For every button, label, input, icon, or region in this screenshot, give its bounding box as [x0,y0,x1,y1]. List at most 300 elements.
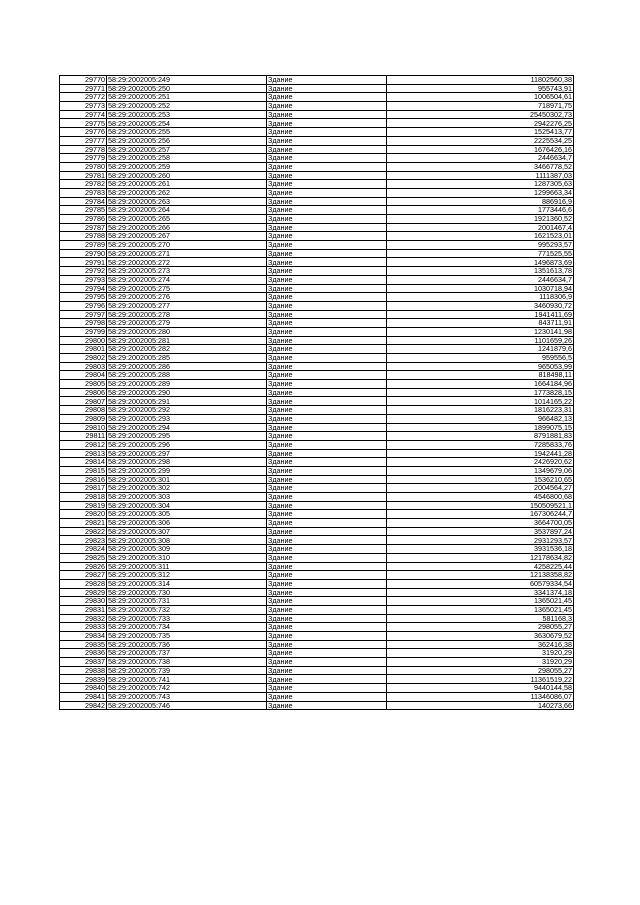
table-row [60,527,574,536]
table-row [60,501,574,510]
row-number-cell: 29841 [60,692,107,701]
table-row [60,597,574,606]
object-type-cell: Здание [267,362,387,371]
cadastral-number-cell: 58:29:2002005:281 [107,336,267,345]
cadastral-number-cell: 58:29:2002005:264 [107,206,267,215]
cadastral-number-cell: 58:29:2002005:288 [107,371,267,380]
object-type-cell: Здание [267,162,387,171]
table-row [60,354,574,363]
cadastral-number-cell: 58:29:2002005:303 [107,493,267,502]
cadastral-number-cell: 58:29:2002005:307 [107,527,267,536]
cadastral-value-cell: 150509521,1 [387,501,574,510]
cadastral-value-cell: 11346086,07 [387,692,574,701]
object-type-cell: Здание [267,249,387,258]
cadastral-number-cell: 58:29:2002005:258 [107,154,267,163]
object-type-cell: Здание [267,692,387,701]
table-row [60,675,574,684]
cadastral-value-cell: 362416,38 [387,640,574,649]
object-type-cell: Здание [267,380,387,389]
row-number-cell: 29816 [60,475,107,484]
cadastral-number-cell: 58:29:2002005:314 [107,579,267,588]
cadastral-number-cell: 58:29:2002005:311 [107,562,267,571]
table-row [60,275,574,284]
row-number-cell: 29840 [60,684,107,693]
cadastral-value-cell: 11802560,38 [387,76,574,85]
table-row [60,640,574,649]
table-row [60,310,574,319]
object-type-cell: Здание [267,493,387,502]
cadastral-number-cell: 58:29:2002005:262 [107,188,267,197]
cadastral-number-cell: 58:29:2002005:310 [107,553,267,562]
table-body [60,76,574,710]
table-row [60,171,574,180]
row-number-cell: 29834 [60,632,107,641]
object-type-cell: Здание [267,440,387,449]
cadastral-value-cell: 25450302,73 [387,110,574,119]
cadastral-number-cell: 58:29:2002005:254 [107,119,267,128]
cadastral-number-cell: 58:29:2002005:733 [107,614,267,623]
object-type-cell: Здание [267,84,387,93]
object-type-cell: Здание [267,206,387,215]
row-number-cell: 29825 [60,553,107,562]
cadastral-value-cell: 2942276,25 [387,119,574,128]
row-number-cell: 29778 [60,145,107,154]
table-row [60,258,574,267]
object-type-cell: Здание [267,293,387,302]
object-type-cell: Здание [267,215,387,224]
row-number-cell: 29833 [60,623,107,632]
row-number-cell: 29785 [60,206,107,215]
row-number-cell: 29798 [60,319,107,328]
object-type-cell: Здание [267,128,387,137]
table-row [60,362,574,371]
object-type-cell: Здание [267,553,387,562]
object-type-cell: Здание [267,562,387,571]
object-type-cell: Здание [267,597,387,606]
row-number-cell: 29815 [60,466,107,475]
row-number-cell: 29814 [60,458,107,467]
cadastral-value-cell: 1773446,6 [387,206,574,215]
row-number-cell: 29837 [60,658,107,667]
row-number-cell: 29793 [60,275,107,284]
table-row [60,110,574,119]
object-type-cell: Здание [267,675,387,684]
row-number-cell: 29806 [60,388,107,397]
cadastral-number-cell: 58:29:2002005:312 [107,571,267,580]
cadastral-value-cell: 12138358,82 [387,571,574,580]
table-row [60,371,574,380]
cadastral-number-cell: 58:29:2002005:306 [107,519,267,528]
cadastral-number-cell: 58:29:2002005:305 [107,510,267,519]
table-row [60,649,574,658]
object-type-cell: Здание [267,623,387,632]
object-type-cell: Здание [267,119,387,128]
cadastral-number-cell: 58:29:2002005:255 [107,128,267,137]
row-number-cell: 29794 [60,284,107,293]
row-number-cell: 29791 [60,258,107,267]
row-number-cell: 29803 [60,362,107,371]
object-type-cell: Здание [267,388,387,397]
row-number-cell: 29790 [60,249,107,258]
table-row [60,449,574,458]
object-type-cell: Здание [267,102,387,111]
row-number-cell: 29805 [60,380,107,389]
table-row [60,197,574,206]
cadastral-value-cell: 1664184,96 [387,380,574,389]
cadastral-value-cell: 167306244,7 [387,510,574,519]
row-number-cell: 29819 [60,501,107,510]
table-row [60,414,574,423]
cadastral-number-cell: 58:29:2002005:294 [107,423,267,432]
table-row [60,458,574,467]
row-number-cell: 29812 [60,440,107,449]
row-number-cell: 29781 [60,171,107,180]
table-row [60,571,574,580]
row-number-cell: 29799 [60,327,107,336]
table-row [60,84,574,93]
table-row [60,215,574,224]
cadastral-number-cell: 58:29:2002005:730 [107,588,267,597]
cadastral-number-cell: 58:29:2002005:285 [107,354,267,363]
cadastral-number-cell: 58:29:2002005:277 [107,301,267,310]
table-row [60,510,574,519]
table-row [60,345,574,354]
cadastral-number-cell: 58:29:2002005:274 [107,275,267,284]
cadastral-value-cell: 1014165,22 [387,397,574,406]
table-row [60,692,574,701]
cadastral-number-cell: 58:29:2002005:308 [107,536,267,545]
cadastral-value-cell: 4258225,44 [387,562,574,571]
cadastral-value-cell: 966482,13 [387,414,574,423]
object-type-cell: Здание [267,136,387,145]
table-row [60,658,574,667]
cadastral-value-cell: 1536210,65 [387,475,574,484]
cadastral-value-cell: 1921360,52 [387,215,574,224]
table-row [60,241,574,250]
cadastral-value-cell: 3630679,52 [387,632,574,641]
cadastral-number-cell: 58:29:2002005:290 [107,388,267,397]
cadastral-value-cell: 1496873,69 [387,258,574,267]
object-type-cell: Здание [267,301,387,310]
table-row [60,519,574,528]
cadastral-number-cell: 58:29:2002005:266 [107,223,267,232]
cadastral-value-cell: 959556,5 [387,354,574,363]
table-row [60,336,574,345]
cadastral-number-cell: 58:29:2002005:736 [107,640,267,649]
cadastral-value-cell: 3466778,52 [387,162,574,171]
object-type-cell: Здание [267,154,387,163]
cadastral-value-cell: 2004564,27 [387,484,574,493]
table-row [60,666,574,675]
object-type-cell: Здание [267,432,387,441]
row-number-cell: 29787 [60,223,107,232]
table-row [60,440,574,449]
cadastral-number-cell: 58:29:2002005:259 [107,162,267,171]
cadastral-value-cell: 2001467,4 [387,223,574,232]
object-type-cell: Здание [267,605,387,614]
table-row [60,484,574,493]
cadastral-value-cell: 4546800,68 [387,493,574,502]
cadastral-value-cell: 1942441,28 [387,449,574,458]
cadastral-value-cell: 1899075,15 [387,423,574,432]
row-number-cell: 29802 [60,354,107,363]
table-row [60,388,574,397]
cadastral-value-cell: 1111387,03 [387,171,574,180]
cadastral-number-cell: 58:29:2002005:276 [107,293,267,302]
cadastral-value-cell: 11361519,22 [387,675,574,684]
cadastral-value-cell: 1299663,34 [387,188,574,197]
cadastral-value-cell: 1230141,98 [387,327,574,336]
row-number-cell: 29784 [60,197,107,206]
row-number-cell: 29839 [60,675,107,684]
cadastral-value-cell: 718971,75 [387,102,574,111]
cadastral-value-cell: 2426920,62 [387,458,574,467]
cadastral-number-cell: 58:29:2002005:257 [107,145,267,154]
cadastral-value-table [59,75,574,710]
table-row [60,319,574,328]
table-row [60,579,574,588]
object-type-cell: Здание [267,632,387,641]
row-number-cell: 29796 [60,301,107,310]
cadastral-value-cell: 843711,91 [387,319,574,328]
object-type-cell: Здание [267,449,387,458]
row-number-cell: 29782 [60,180,107,189]
cadastral-value-cell: 1351613,78 [387,267,574,276]
row-number-cell: 29800 [60,336,107,345]
row-number-cell: 29822 [60,527,107,536]
cadastral-value-cell: 298055,27 [387,623,574,632]
row-number-cell: 29772 [60,93,107,102]
cadastral-value-cell: 1816223,31 [387,406,574,415]
cadastral-value-cell: 2446634,7 [387,154,574,163]
table-row [60,553,574,562]
object-type-cell: Здание [267,232,387,241]
cadastral-number-cell: 58:29:2002005:249 [107,76,267,85]
row-number-cell: 29823 [60,536,107,545]
row-number-cell: 29783 [60,188,107,197]
table-row [60,293,574,302]
row-number-cell: 29789 [60,241,107,250]
cadastral-number-cell: 58:29:2002005:271 [107,249,267,258]
object-type-cell: Здание [267,458,387,467]
object-type-cell: Здание [267,640,387,649]
row-number-cell: 29807 [60,397,107,406]
cadastral-value-cell: 1621523,01 [387,232,574,241]
cadastral-value-cell: 1006504,61 [387,93,574,102]
cadastral-value-cell: 9440144,58 [387,684,574,693]
cadastral-value-cell: 818498,11 [387,371,574,380]
object-type-cell: Здание [267,371,387,380]
table-row [60,545,574,554]
object-type-cell: Здание [267,345,387,354]
object-type-cell: Здание [267,171,387,180]
object-type-cell: Здание [267,588,387,597]
table-row [60,154,574,163]
cadastral-number-cell: 58:29:2002005:298 [107,458,267,467]
cadastral-value-cell: 8791881,83 [387,432,574,441]
cadastral-value-cell: 3931536,18 [387,545,574,554]
row-number-cell: 29774 [60,110,107,119]
row-number-cell: 29771 [60,84,107,93]
cadastral-number-cell: 58:29:2002005:738 [107,658,267,667]
cadastral-number-cell: 58:29:2002005:272 [107,258,267,267]
cadastral-number-cell: 58:29:2002005:279 [107,319,267,328]
row-number-cell: 29835 [60,640,107,649]
row-number-cell: 29797 [60,310,107,319]
cadastral-value-cell: 7285833,76 [387,440,574,449]
cadastral-value-cell: 771525,55 [387,249,574,258]
object-type-cell: Здание [267,397,387,406]
table-row [60,406,574,415]
cadastral-number-cell: 58:29:2002005:267 [107,232,267,241]
cadastral-number-cell: 58:29:2002005:743 [107,692,267,701]
cadastral-value-cell: 1349679,06 [387,466,574,475]
cadastral-value-cell: 995293,57 [387,241,574,250]
object-type-cell: Здание [267,327,387,336]
table-row [60,76,574,85]
cadastral-value-cell: 1941411,69 [387,310,574,319]
cadastral-value-cell: 1365021,45 [387,597,574,606]
object-type-cell: Здание [267,701,387,710]
row-number-cell: 29773 [60,102,107,111]
cadastral-number-cell: 58:29:2002005:295 [107,432,267,441]
object-type-cell: Здание [267,275,387,284]
cadastral-number-cell: 58:29:2002005:278 [107,310,267,319]
row-number-cell: 29831 [60,605,107,614]
cadastral-number-cell: 58:29:2002005:746 [107,701,267,710]
table-row [60,588,574,597]
cadastral-number-cell: 58:29:2002005:292 [107,406,267,415]
object-type-cell: Здание [267,310,387,319]
object-type-cell: Здание [267,423,387,432]
object-type-cell: Здание [267,197,387,206]
table-row [60,423,574,432]
cadastral-number-cell: 58:29:2002005:263 [107,197,267,206]
row-number-cell: 29817 [60,484,107,493]
object-type-cell: Здание [267,501,387,510]
cadastral-value-cell: 1287305,63 [387,180,574,189]
table-row [60,145,574,154]
row-number-cell: 29821 [60,519,107,528]
cadastral-value-cell: 12178634,82 [387,553,574,562]
cadastral-number-cell: 58:29:2002005:741 [107,675,267,684]
cadastral-number-cell: 58:29:2002005:734 [107,623,267,632]
cadastral-value-cell: 2446634,7 [387,275,574,284]
cadastral-number-cell: 58:29:2002005:282 [107,345,267,354]
row-number-cell: 29795 [60,293,107,302]
cadastral-value-cell: 1118306,9 [387,293,574,302]
table-row [60,562,574,571]
row-number-cell: 29777 [60,136,107,145]
cadastral-number-cell: 58:29:2002005:273 [107,267,267,276]
row-number-cell: 29818 [60,493,107,502]
cadastral-value-cell: 581168,3 [387,614,574,623]
row-number-cell: 29828 [60,579,107,588]
object-type-cell: Здание [267,510,387,519]
cadastral-number-cell: 58:29:2002005:296 [107,440,267,449]
cadastral-number-cell: 58:29:2002005:742 [107,684,267,693]
object-type-cell: Здание [267,666,387,675]
cadastral-number-cell: 58:29:2002005:302 [107,484,267,493]
table-row [60,223,574,232]
row-number-cell: 29780 [60,162,107,171]
object-type-cell: Здание [267,145,387,154]
cadastral-number-cell: 58:29:2002005:256 [107,136,267,145]
cadastral-value-cell: 2225534,25 [387,136,574,145]
table-row [60,206,574,215]
row-number-cell: 29808 [60,406,107,415]
cadastral-number-cell: 58:29:2002005:293 [107,414,267,423]
cadastral-number-cell: 58:29:2002005:301 [107,475,267,484]
object-type-cell: Здание [267,110,387,119]
cadastral-number-cell: 58:29:2002005:260 [107,171,267,180]
object-type-cell: Здание [267,319,387,328]
table-row [60,284,574,293]
row-number-cell: 29826 [60,562,107,571]
cadastral-value-cell: 1365021,45 [387,605,574,614]
table-row [60,466,574,475]
cadastral-number-cell: 58:29:2002005:250 [107,84,267,93]
row-number-cell: 29770 [60,76,107,85]
row-number-cell: 29809 [60,414,107,423]
object-type-cell: Здание [267,180,387,189]
cadastral-number-cell: 58:29:2002005:309 [107,545,267,554]
row-number-cell: 29811 [60,432,107,441]
cadastral-value-cell: 2931293,57 [387,536,574,545]
cadastral-number-cell: 58:29:2002005:735 [107,632,267,641]
cadastral-number-cell: 58:29:2002005:280 [107,327,267,336]
row-number-cell: 29838 [60,666,107,675]
cadastral-value-cell: 1773828,15 [387,388,574,397]
object-type-cell: Здание [267,466,387,475]
cadastral-number-cell: 58:29:2002005:739 [107,666,267,675]
table-row [60,249,574,258]
table-row [60,614,574,623]
object-type-cell: Здание [267,93,387,102]
table-row [60,232,574,241]
table-row [60,536,574,545]
cadastral-value-cell: 140273,66 [387,701,574,710]
row-number-cell: 29842 [60,701,107,710]
cadastral-value-cell: 955743,91 [387,84,574,93]
object-type-cell: Здание [267,484,387,493]
table-row [60,632,574,641]
table-row [60,180,574,189]
object-type-cell: Здание [267,241,387,250]
cadastral-number-cell: 58:29:2002005:286 [107,362,267,371]
row-number-cell: 29779 [60,154,107,163]
cadastral-number-cell: 58:29:2002005:732 [107,605,267,614]
object-type-cell: Здание [267,284,387,293]
table-row [60,605,574,614]
table-row [60,136,574,145]
cadastral-number-cell: 58:29:2002005:299 [107,466,267,475]
row-number-cell: 29776 [60,128,107,137]
cadastral-value-cell: 1241879,6 [387,345,574,354]
cadastral-value-cell: 298055,27 [387,666,574,675]
object-type-cell: Здание [267,614,387,623]
object-type-cell: Здание [267,527,387,536]
row-number-cell: 29820 [60,510,107,519]
table-row [60,301,574,310]
cadastral-value-cell: 3664700,05 [387,519,574,528]
object-type-cell: Здание [267,258,387,267]
row-number-cell: 29830 [60,597,107,606]
cadastral-value-cell: 886916,9 [387,197,574,206]
table-row [60,684,574,693]
table-row [60,102,574,111]
object-type-cell: Здание [267,579,387,588]
